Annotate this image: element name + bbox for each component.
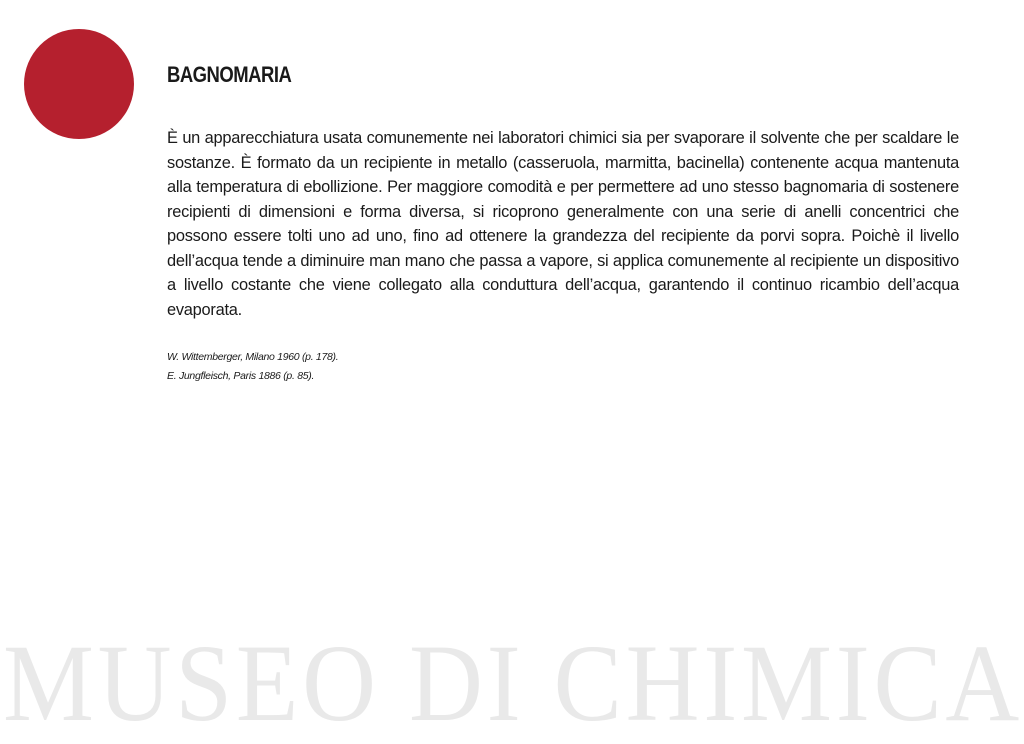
references-list (167, 348, 338, 386)
red-circle-marker (24, 29, 134, 139)
description-paragraph: È un apparecchiatura usata comunemente nei laboratori chimici sia per svaporare il solvente che per scaldare le sostanze. È formato da un recipiente in metallo (casseruola, marmitta, bacinella) contenente acqua mantenuta alla temperatura di ebollizione. Per maggiore comodità e per permettere ad uno stesso bagnomaria di sostenere recipienti di dimensioni e forma diversa, si ricoprono generalmente con una serie di anelli concentrici che possono essere tolti uno ad uno, fino ad ottenere la grandezza del recipiente da porvi sopra. Poichè il livello dell’acqua tende a diminuire man mano che passa a vapore, si applica comunemente al recipiente un dispositivo a livello costante che viene collegato alla conduttura dell’acqua, garantendo il continuo ricambio dell’acqua evaporata. (167, 129, 959, 319)
page-title: BAGNOMARIA (167, 62, 292, 87)
reference-item: E. Jungfleisch, Paris 1886 (p. 85). (167, 370, 315, 382)
reference-item: W. Wittemberger, Milano 1960 (p. 178). (167, 351, 339, 363)
museum-watermark: MUSEO DI CHIMICA (3, 622, 1024, 744)
